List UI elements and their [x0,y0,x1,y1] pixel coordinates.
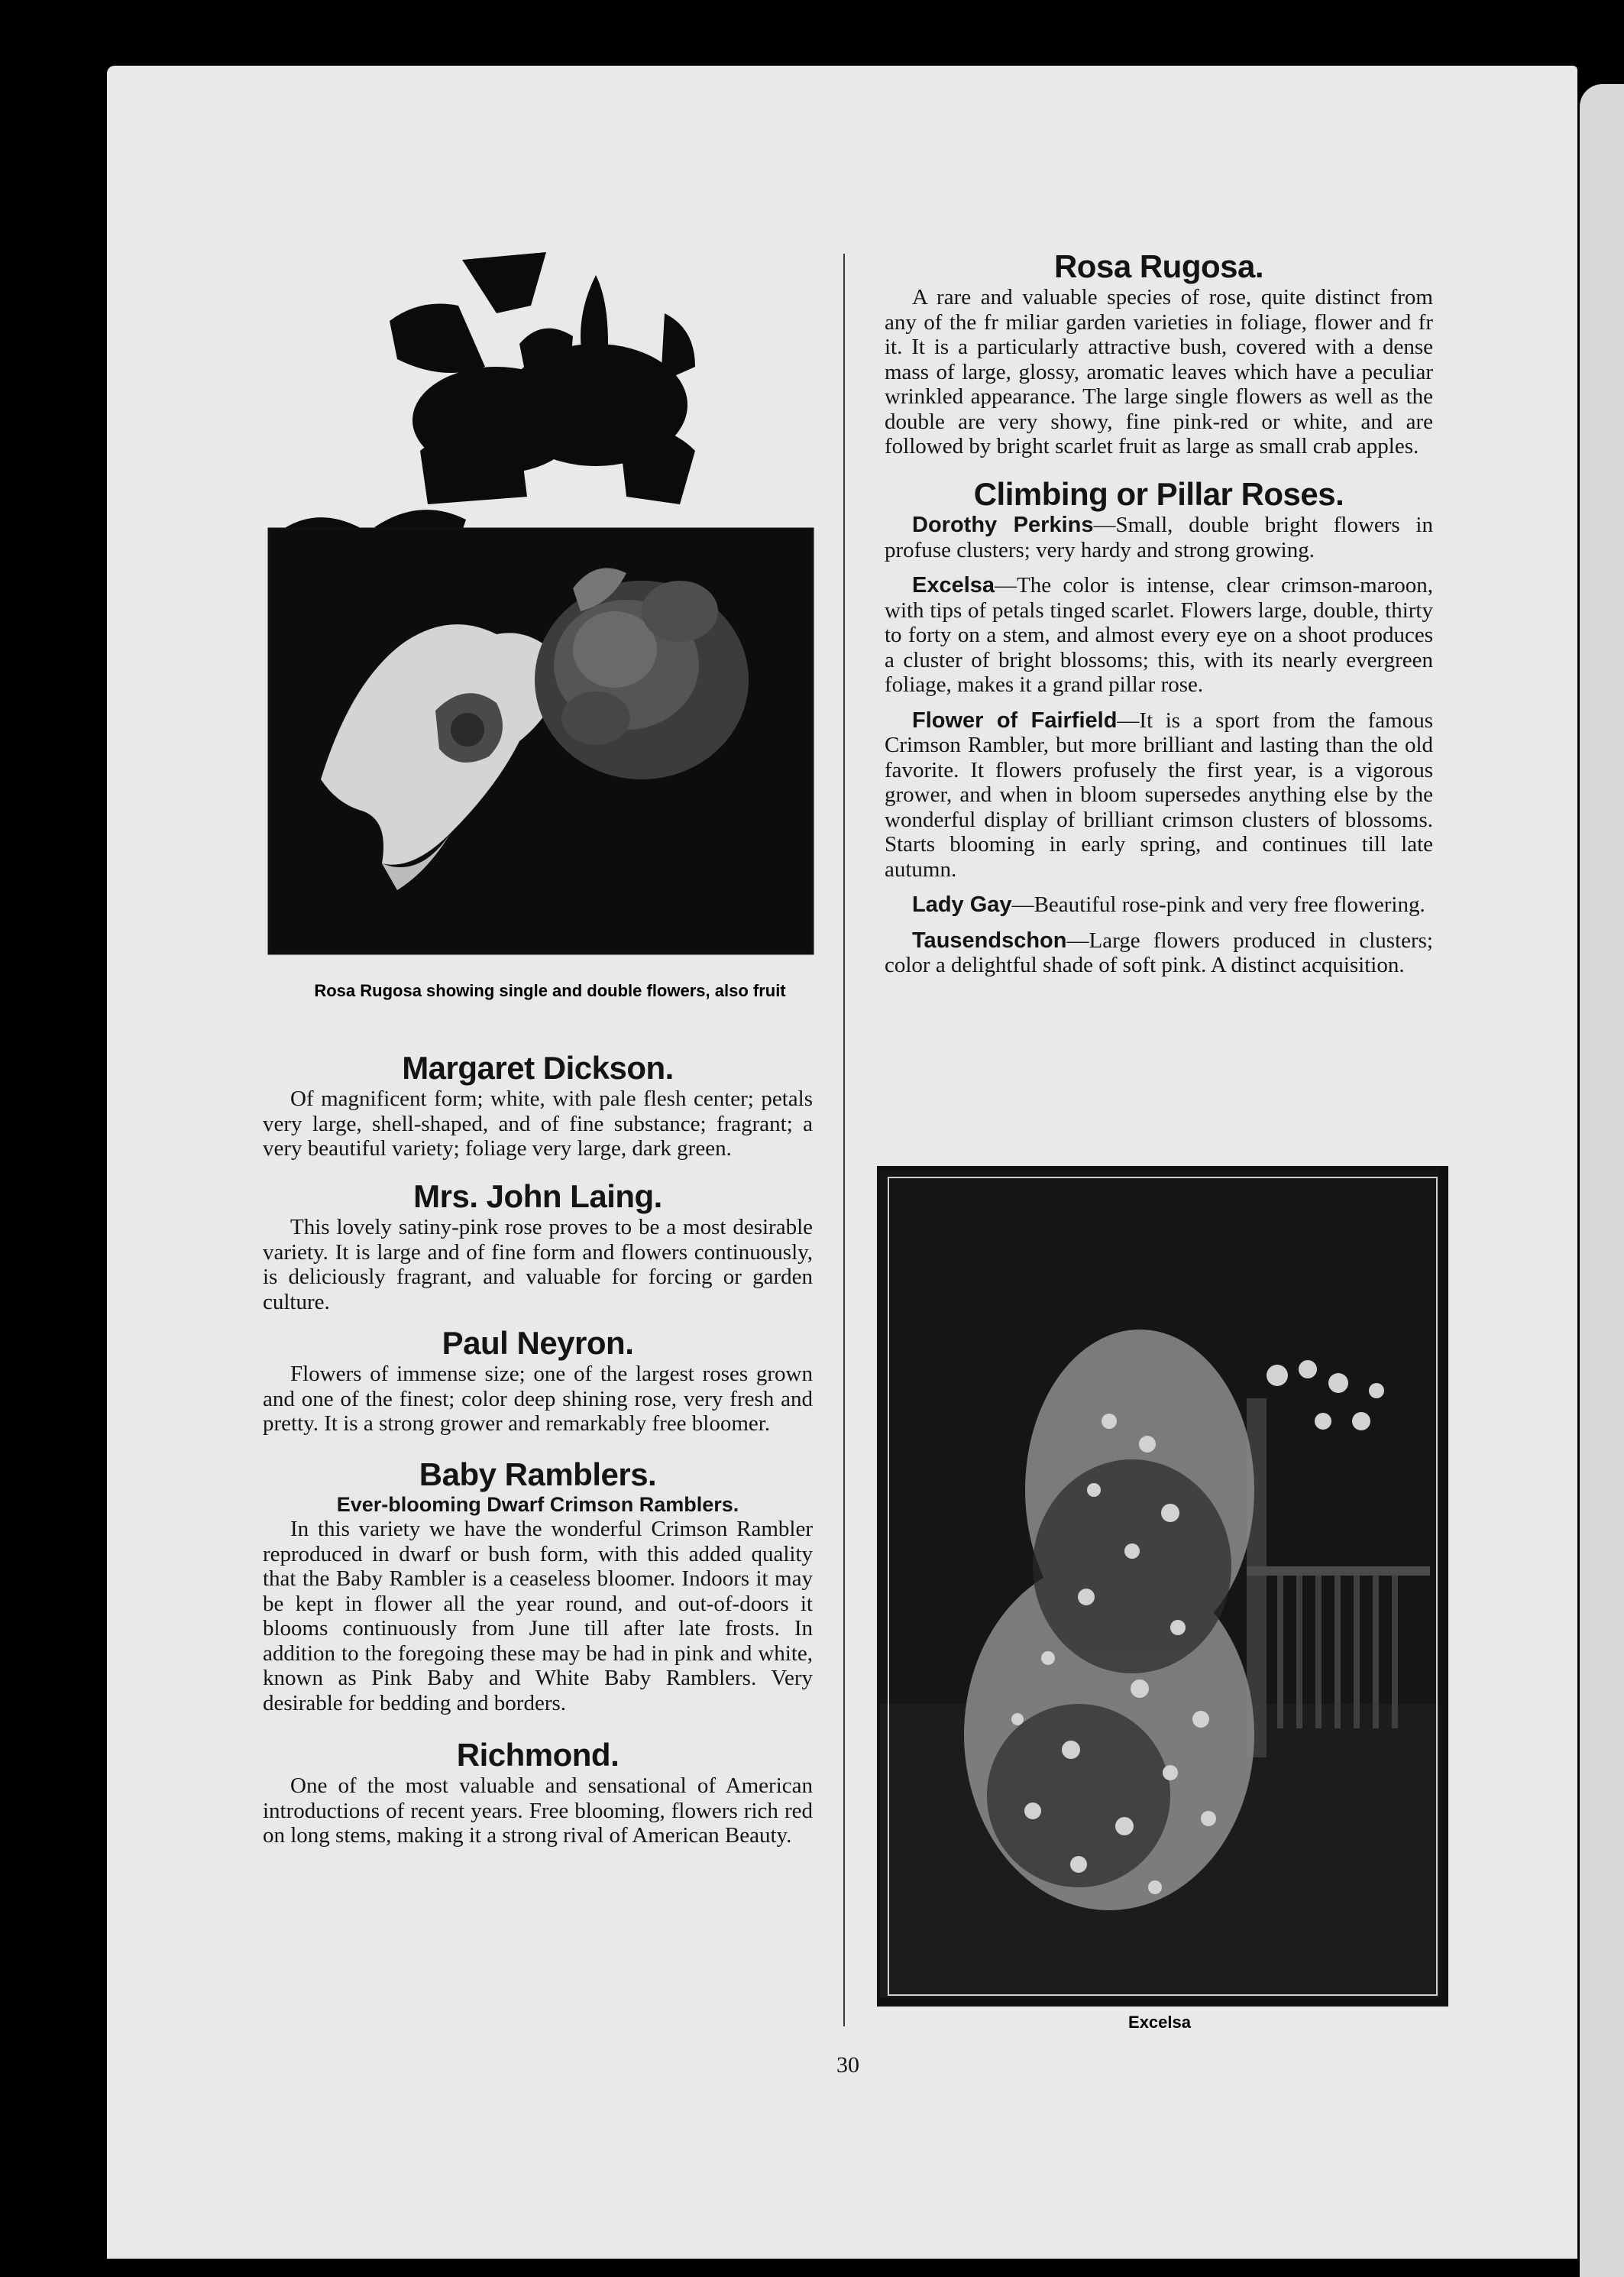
rosa-rugosa-photo [267,252,819,955]
excelsa-photo-image [880,1169,1439,1997]
entry-text: —Beautiful rose-pink and very free flowering. [1011,892,1425,918]
section-body: Of magnificent form; white, with pale flesh center; petals very large, shell-shaped, and of fine substance; fragrant; a very beautiful variety; foliage very large, dark green. [263,1087,813,1161]
section-baby-ramblers [263,1456,813,1715]
right-column [885,248,1433,989]
section-climbing-roses [885,476,1433,978]
section-title: Mrs. John Laing. [413,1177,662,1214]
entry-name: Dorothy Perkins [912,513,1094,538]
entry-dorothy-perkins [885,513,1433,562]
excelsa-photo-caption: Excelsa [1128,2013,1191,2032]
section-title: Richmond. [456,1737,620,1773]
entry-name: Lady Gay [912,892,1012,918]
section-title: Paul Neyron. [442,1325,634,1362]
section-body: Flowers of immense size; one of the largest roses grown and one of the finest; color deep shining rose, very fresh and pretty. It is a strong grower and remarkably free bloomer. [263,1362,813,1436]
entry-name: Flower of Fairfield [912,708,1118,733]
section-title: Climbing or Pillar Roses. [973,475,1344,512]
excelsa-photo [877,1166,1448,2007]
section-body: One of the most valuable and sensational of American introductions of recent years. Free blooming, flowers rich red on long stems, making it a strong rival of American Beauty. [263,1773,813,1848]
entry-lady-gay [885,892,1433,918]
facing-page-edge [1580,84,1624,2277]
entry-text: —Small, double bright flowers in profuse clusters; very hardy and strong growing. [885,513,1433,562]
entry-tausendschon [885,928,1433,978]
section-title: Margaret Dickson. [402,1050,674,1086]
section-paul-neyron [263,1325,813,1436]
section-body: A rare and valuable species of rose, quite distinct from any of the fr miliar garden varieties in foliage, flower and fr it. It is a particularly attractive bush, covered with a dense mass of large, glossy, aromatic leaves which have a peculiar wrinkled appearance. The large single flowers as well as the double are very showy, fine pink-red or white, and are followed by bright scarlet fruit as large as small crab apples. [885,285,1433,459]
page-number: 30 [836,2052,859,2078]
entry-name: Excelsa [912,573,995,598]
section-mrs-john-laing [263,1178,813,1314]
section-title: Baby Ramblers. [419,1456,657,1492]
section-title: Rosa Rugosa. [1053,248,1264,284]
section-body: This lovely satiny-pink rose proves to be a most desirable variety. It is large and of fine form and flowers continuously, is deliciously fragrant, and valuable for forcing or garden culture. [263,1215,813,1314]
entry-excelsa [885,573,1433,698]
entry-text: —Large flowers produced in clusters; color a delightful shade of soft pink. A distinct acquisition. [885,928,1433,978]
column-divider [843,254,845,2026]
section-margaret-dickson [263,1050,813,1161]
left-column [263,1050,813,1848]
entry-name: Tausendschon [912,928,1067,953]
entry-text: —The color is intense, clear crimson-maroon, with tips of petals tinged scarlet. Flowers large, double, thirty to forty on a stem, and almost every eye on a shoot produces a cluster of bright blossoms; this, with its nearly evergreen foliage, makes it a grand pillar rose. [885,573,1433,698]
rosa-rugosa-photo-caption: Rosa Rugosa showing single and double flowers, also fruit [314,981,786,1000]
section-subtitle: Ever-blooming Dwarf Crimson Ramblers. [336,1493,739,1517]
section-richmond [263,1737,813,1848]
rosa-rugosa-photo-area [267,252,819,955]
section-body: In this variety we have the wonderful Crimson Rambler reproduced in dwarf or bush form, with this added quality that the Baby Rambler is a ceaseless bloomer. Indoors it may be kept in flower all the year round, and out-of-doors it blooms continuously from June till after late frosts. In addition to the foregoing these may be had in pink and white, known as Pink Baby and White Baby Ramblers. Very desirable for bedding and borders. [263,1517,813,1715]
entry-flower-of-fairfield [885,708,1433,883]
entry-text: —It is a sport from the famous Crimson Rambler, but more brilliant and lasting than the old favorite. It flowers profusely the first year, is a vigorous grower, and when in bloom supersedes anything else by the wonderful display of brilliant crimson clusters of blossoms. Starts blooming in early spring, and continues till late autumn. [885,708,1433,882]
section-rosa-rugosa [885,248,1433,459]
